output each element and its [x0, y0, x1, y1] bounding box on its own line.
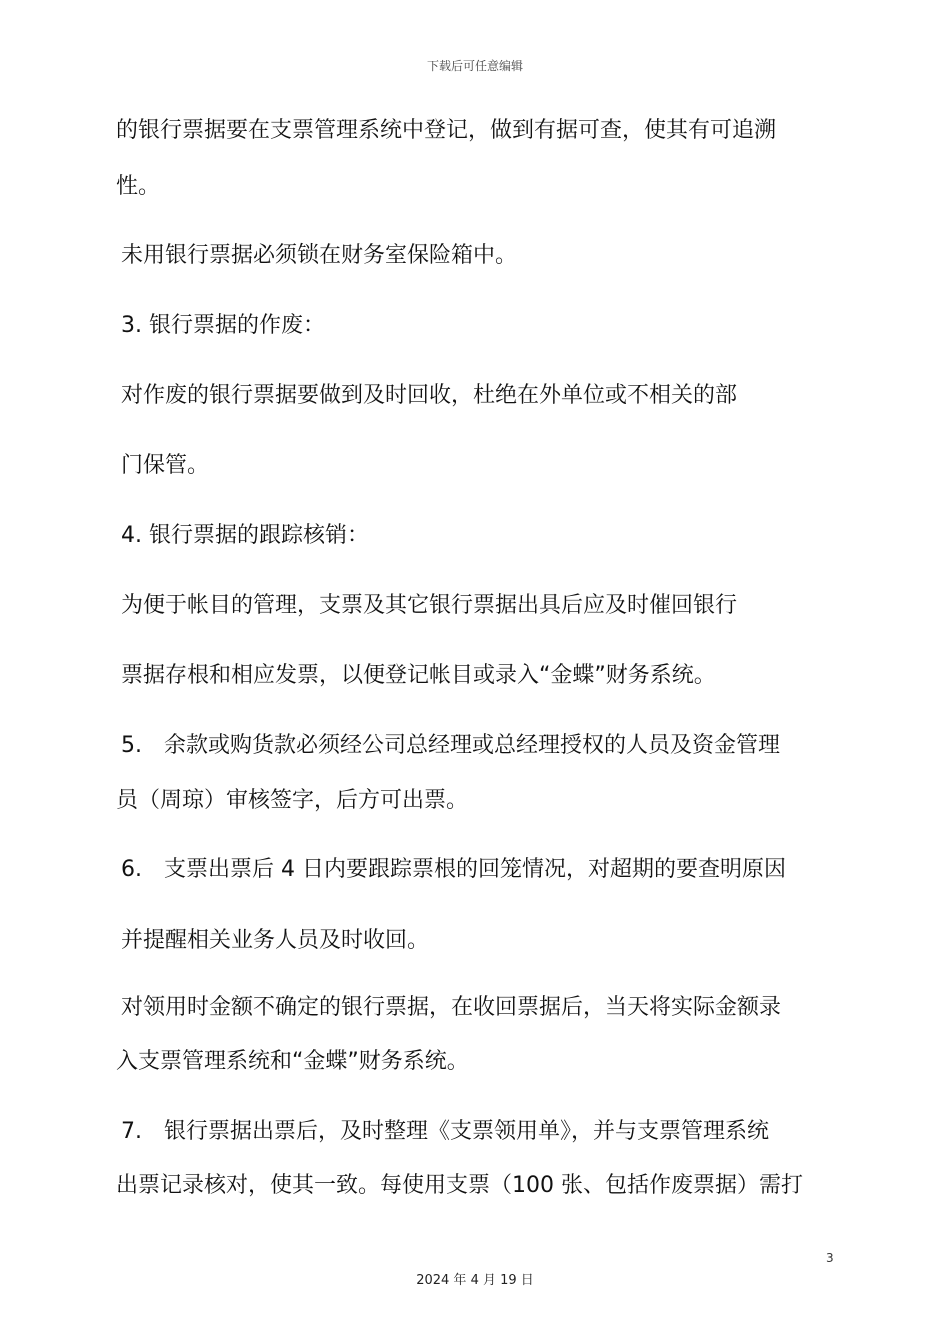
- text-line: 6. 支票出票后 4 日内要跟踪票根的回笼情况，对超期的要查明原因: [121, 857, 786, 882]
- text-line: 出票记录核对，使其一致。每使用支票（100 张、包括作废票据）需打: [116, 1173, 803, 1198]
- page-number: 3: [826, 1251, 834, 1265]
- text-line: 对作废的银行票据要做到及时回收，杜绝在外单位或不相关的部: [121, 383, 738, 408]
- text-line: 未用银行票据必须锁在财务室保险箱中。: [121, 243, 518, 268]
- text-line: 5. 余款或购货款必须经公司总经理或总经理授权的人员及资金管理: [121, 733, 780, 758]
- text-line: 入支票管理系统和“金蝶”财务系统。: [116, 1049, 469, 1074]
- text-line: 的银行票据要在支票管理系统中登记，做到有据可查，使其有可追溯: [116, 118, 777, 143]
- text-line: 员（周琼）审核签字，后方可出票。: [116, 788, 469, 813]
- text-line: 门保管。: [121, 453, 210, 478]
- text-line: 票据存根和相应发票，以便登记帐目或录入“金蝶”财务系统。: [121, 663, 716, 688]
- page-header-note: 下载后可任意编辑: [426, 59, 523, 73]
- text-line: 并提醒相关业务人员及时收回。: [121, 928, 430, 953]
- text-line: 对领用时金额不确定的银行票据，在收回票据后，当天将实际金额录: [121, 995, 782, 1020]
- text-line: 性。: [116, 174, 161, 199]
- section-heading: 4. 银行票据的跟踪核销：: [121, 523, 369, 548]
- section-heading: 3. 银行票据的作废：: [121, 313, 325, 338]
- text-line: 7. 银行票据出票后，及时整理《支票领用单》，并与支票管理系统: [121, 1119, 769, 1144]
- footer-date: 2024 年 4 月 19 日: [416, 1273, 534, 1288]
- text-line: 为便于帐目的管理，支票及其它银行票据出具后应及时催回银行: [121, 593, 738, 618]
